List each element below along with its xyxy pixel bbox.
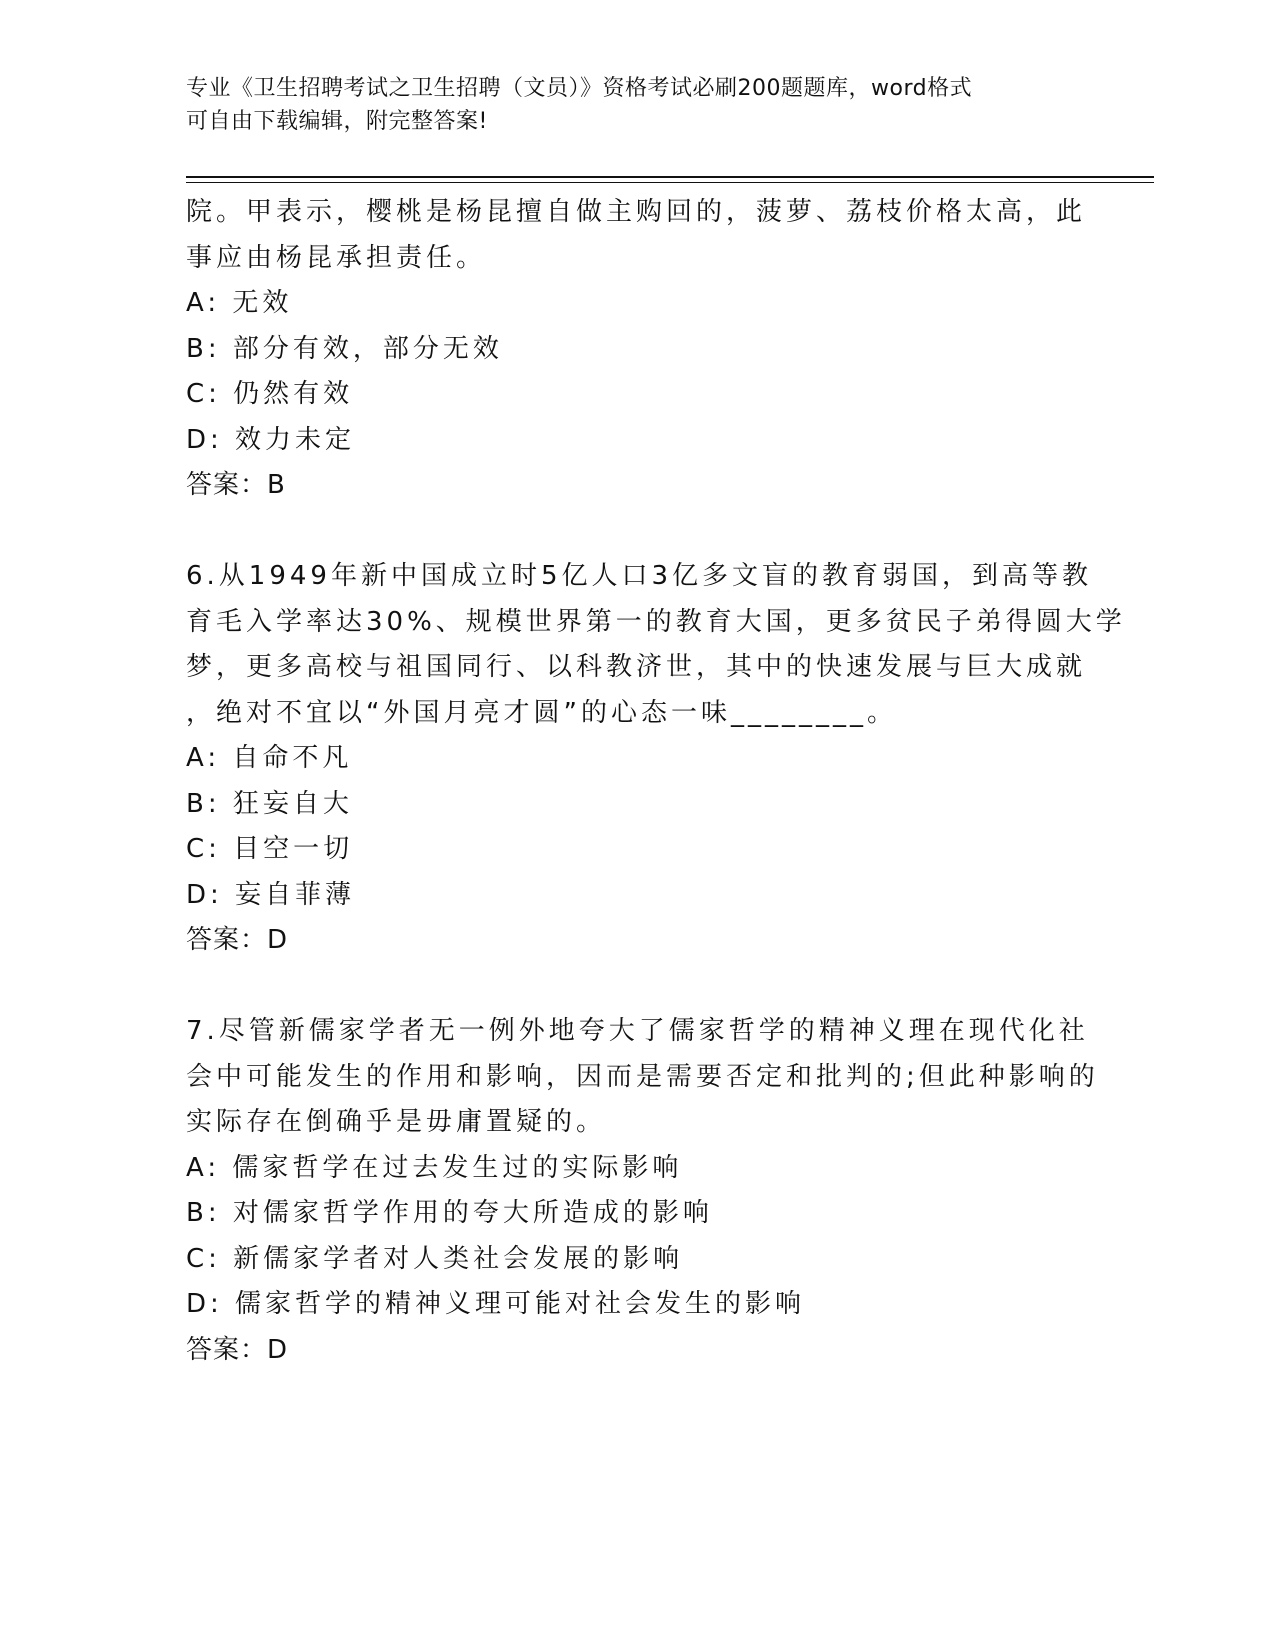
question-6 xyxy=(186,554,1126,964)
question-spacer xyxy=(186,964,1086,1010)
option-a: A: 自命不凡 xyxy=(186,743,353,773)
question-7 xyxy=(186,1009,1099,1373)
option-c: C: 新儒家学者对人类社会发展的影响 xyxy=(186,1243,684,1274)
option-b: B: 对儒家哲学作用的夸大所造成的影响 xyxy=(186,1198,713,1228)
header-rule-thick xyxy=(186,176,1154,178)
header-line-2: 可自由下载编辑，附完整答案! xyxy=(186,109,488,134)
question-text-line: 院。甲表示，樱桃是杨昆擅自做主购回的，菠萝、荔枝价格太高，此 xyxy=(186,197,1087,227)
question-list xyxy=(186,190,1126,1373)
question-text-line: 6.从1949年新中国成立时5亿人口3亿多文盲的教育弱国，到高等教 xyxy=(186,561,1093,591)
option-b: B: 狂妄自大 xyxy=(186,788,353,819)
question-text-line: 梦，更多高校与祖国同行、以科教济世，其中的快速发展与巨大成就 xyxy=(186,652,1087,682)
option-d: D: 妄自菲薄 xyxy=(186,879,356,910)
option-c: C: 目空一切 xyxy=(186,834,354,864)
question-text-line: ，绝对不宜以“外国月亮才圆”的心态一味________。 xyxy=(186,697,897,728)
option-b: B: 部分有效，部分无效 xyxy=(186,333,503,364)
question-text-line: 育毛入学率达30%、规模世界第一的教育大国，更多贫民子弟得圆大学 xyxy=(186,606,1126,637)
header-rule-thin xyxy=(186,182,1154,183)
header-line-1: 专业《卫生招聘考试之卫生招聘（文员）》资格考试必刷200题题库，word格式 xyxy=(186,76,973,101)
question-text-line: 会中可能发生的作用和影响，因而是需要否定和批判的;但此种影响的 xyxy=(186,1061,1099,1092)
option-a: A: 儒家哲学在过去发生过的实际影响 xyxy=(186,1152,683,1183)
option-d: D: 儒家哲学的精神义理可能对社会发生的影响 xyxy=(186,1289,806,1319)
question-text-line: 7.尽管新儒家学者无一例外地夸大了儒家哲学的精神义理在现代化社 xyxy=(186,1016,1089,1046)
question-text-line: 实际存在倒确乎是毋庸置疑的。 xyxy=(186,1107,607,1137)
document-header xyxy=(186,72,1086,138)
option-d: D: 效力未定 xyxy=(186,424,356,455)
question-5-continued xyxy=(186,190,1086,509)
option-a: A: 无效 xyxy=(186,288,293,318)
answer-line: 答案：D xyxy=(186,925,289,955)
answer-line: 答案：B xyxy=(186,470,286,500)
option-c: C: 仍然有效 xyxy=(186,379,354,409)
question-spacer xyxy=(186,509,1086,555)
answer-line: 答案：D xyxy=(186,1334,289,1365)
question-text-line: 事应由杨昆承担责任。 xyxy=(186,242,487,273)
